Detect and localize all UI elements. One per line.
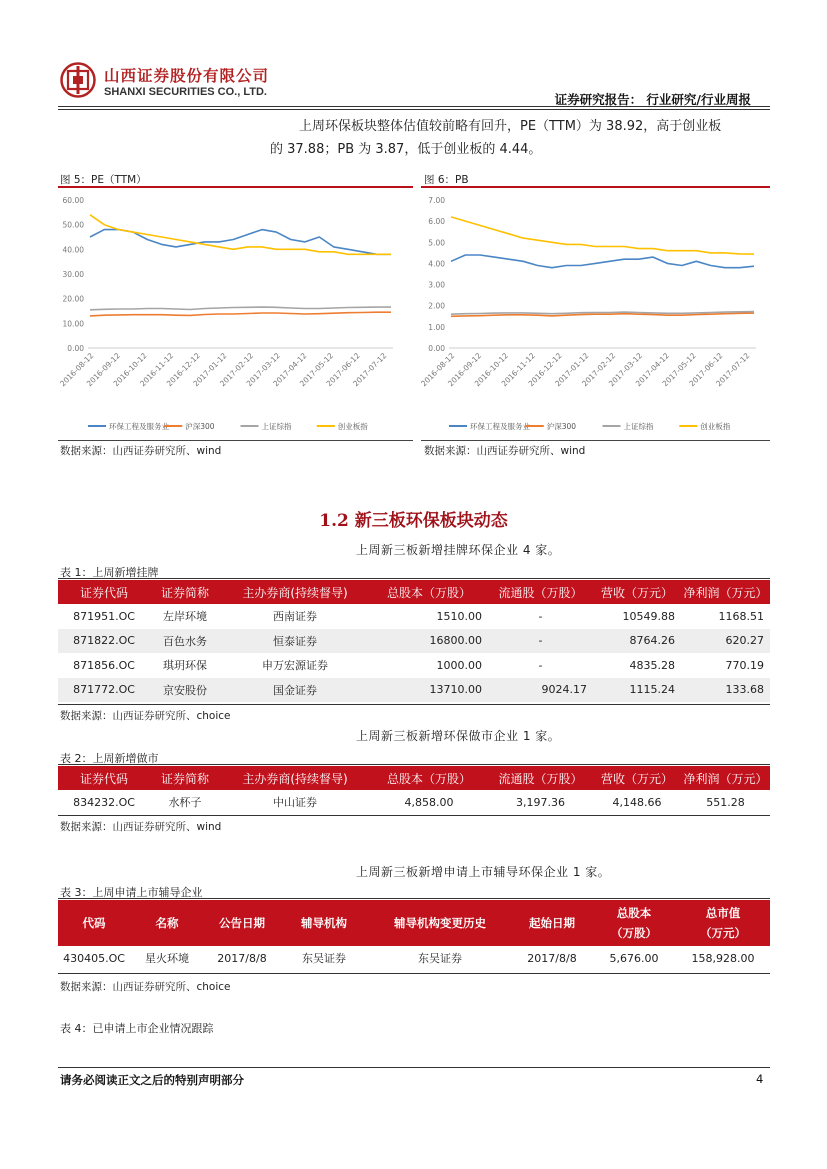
table-3-source: 数据来源：山西证券研究所、choice: [60, 981, 231, 993]
y-tick-label: 6.00: [428, 217, 445, 227]
cell-name: 京安股份: [150, 678, 220, 703]
cell-broker: 国金证券: [220, 678, 370, 703]
y-tick-label: 4.00: [428, 259, 445, 269]
col-header-tutor-history: 辅导机构变更历史: [368, 900, 512, 946]
x-tick-label: 2017-04-12: [633, 351, 671, 389]
table-3-caption: 表 3：上周申请上市辅导企业: [60, 886, 203, 899]
cell-net-profit: 1168.51: [718, 609, 764, 623]
cell-float-shares: -: [538, 658, 543, 672]
legend-label: 上证综指: [623, 422, 654, 431]
cell-name: 琪玥环保: [163, 659, 207, 673]
series-line: [451, 217, 754, 254]
y-tick-label: 3.00: [428, 280, 445, 290]
section-title: 1.2 新三板环保板块动态: [319, 511, 508, 531]
cell-net-profit: 770.19: [725, 658, 764, 672]
col-header-tutor: 辅导机构: [280, 900, 368, 946]
cell-net-profit: 620.27: [681, 629, 770, 654]
x-tick-label: 2016-10-12: [111, 351, 149, 389]
cell-tutor-history: 东吴证券: [418, 952, 462, 966]
col-header-total-shares: 总股本（万股）: [370, 580, 488, 604]
x-tick-label: 2016-10-12: [472, 351, 511, 389]
figure-5-source: 数据来源：山西证券研究所、wind: [60, 445, 222, 457]
paragraph-new-market-making: 上周新三板新增环保做市企业 1 家。: [356, 729, 561, 743]
company-logo: [60, 62, 96, 98]
table-3-bottomline: [58, 973, 770, 974]
table-ipo-tutoring: [58, 900, 770, 971]
col-header-announce-date: 公告日期: [204, 900, 280, 946]
table-new-market-making: [58, 766, 770, 815]
table-row: [58, 629, 770, 654]
series-line: [451, 255, 754, 268]
page-number: 4: [756, 1072, 764, 1086]
y-tick-label: 0.00: [67, 344, 84, 353]
series-line: [90, 230, 391, 255]
y-tick-label: 10.00: [62, 319, 84, 329]
table-row: [58, 946, 770, 971]
table-4-caption: 表 4：已申请上市企业情况跟踪: [60, 1022, 214, 1035]
header-rule: [58, 106, 770, 107]
cell-announce-date: 2017/8/8: [217, 951, 267, 965]
cell-name: 水杯子: [168, 796, 202, 810]
cell-broker: 西南证券: [273, 610, 317, 624]
paragraph-new-ipo-tutoring: 上周新三板新增申请上市辅导环保企业 1 家。: [356, 865, 611, 879]
cell-total-shares: 5,676.00: [609, 951, 659, 965]
col-header-name: 证券简称: [150, 766, 220, 790]
col-header-total-shares: 总股本（万股）: [370, 766, 488, 790]
paragraph-new-listings: 上周新三板新增挂牌环保企业 4 家。: [356, 543, 561, 557]
cell-total-shares: 1510.00: [436, 609, 482, 623]
col-header-net-profit: 净利润（万元）: [681, 580, 770, 604]
col-header-code: 证券代码: [58, 580, 150, 604]
cell-total-shares: 1000.00: [436, 658, 482, 672]
cell-name: 左岸环境: [163, 610, 207, 624]
table-1-caption: 表 1：上周新增挂牌: [60, 566, 159, 579]
legend-label: 创业板指: [700, 422, 731, 431]
x-tick-label: 2016-11-12: [499, 351, 537, 389]
col-header-net-profit: 净利润（万元）: [681, 766, 770, 790]
col-header-name: 证券简称: [150, 580, 220, 604]
legend-label: 上证综指: [261, 422, 292, 431]
pb-chart: [421, 190, 770, 440]
x-tick-label: 2017-07-12: [351, 351, 389, 389]
x-tick-label: 2016-12-12: [164, 351, 202, 389]
col-header-float-shares: 流通股（万股）: [488, 580, 593, 604]
x-tick-label: 2017-01-12: [553, 351, 591, 389]
table-row: [58, 604, 770, 629]
footer-rule: [58, 1067, 770, 1068]
cell-revenue: 4835.28: [629, 658, 675, 672]
table-2-bottomline: [58, 815, 770, 816]
cell-float-shares: -: [538, 609, 543, 623]
table-1-source: 数据来源：山西证券研究所、choice: [60, 710, 231, 722]
col-header-broker: 主办券商(持续督导): [220, 766, 370, 790]
cell-total-shares: 16800.00: [370, 629, 488, 654]
col-header-revenue: 营收（万元）: [593, 766, 681, 790]
x-tick-label: 2016-08-12: [58, 351, 96, 389]
cell-name: 百色水务: [150, 629, 220, 654]
table-row: [58, 678, 770, 703]
footer-disclaimer: 请务必阅读正文之后的特别声明部分: [60, 1073, 244, 1087]
x-tick-label: 2017-02-12: [580, 351, 618, 389]
table-row: [58, 653, 770, 678]
col-header-total-shares: 总股本 （万股）: [592, 900, 676, 946]
cell-code: 871772.OC: [58, 678, 150, 703]
cell-revenue: 4,148.66: [612, 795, 662, 809]
intro-line-2: 的 37.88；PB 为 3.87，低于创业板的 4.44。: [270, 142, 542, 157]
legend-label: 环保工程及服务业: [470, 422, 530, 431]
cell-total-shares: 4,858.00: [404, 795, 454, 809]
series-line: [90, 312, 391, 316]
x-tick-label: 2017-06-12: [687, 351, 725, 389]
col-header-name: 名称: [130, 900, 204, 946]
intro-line-1: 上周环保板块整体估值较前略有回升，PE（TTM）为 38.92，高于创业板: [299, 119, 722, 134]
y-tick-label: 40.00: [62, 245, 84, 255]
cell-total-shares: 13710.00: [370, 678, 488, 703]
cell-code: 871951.OC: [73, 609, 135, 623]
cell-broker: 申万宏源证券: [262, 659, 328, 673]
report-type: 证券研究报告： 行业研究/行业周报: [554, 92, 751, 107]
x-tick-label: 2016-12-12: [526, 351, 564, 389]
x-tick-label: 2017-04-12: [271, 351, 309, 389]
table-1-bottomline: [58, 704, 770, 705]
cell-broker: 恒泰证券: [220, 629, 370, 654]
x-tick-label: 2017-03-12: [606, 351, 645, 389]
cell-start-date: 2017/8/8: [527, 951, 577, 965]
cell-float-shares: -: [488, 629, 593, 654]
table-1-topline: [58, 578, 770, 579]
figure-6-caption: 图 6：PB: [424, 174, 469, 186]
cell-name: 星火环境: [145, 952, 189, 966]
table-3-topline: [58, 898, 770, 899]
table-row: [58, 790, 770, 815]
col-header-revenue: 营收（万元）: [593, 580, 681, 604]
company-name-en: SHANXI SECURITIES CO., LTD.: [104, 86, 267, 98]
cell-float-shares: 3,197.36: [516, 795, 565, 809]
legend-label: 沪深300: [185, 422, 215, 431]
cell-code: 871822.OC: [58, 629, 150, 654]
y-tick-label: 20.00: [62, 294, 84, 304]
figure-5-topline: [58, 186, 413, 188]
cell-net-profit: 551.28: [706, 795, 745, 809]
pe-chart: [58, 190, 413, 440]
cell-code: 871856.OC: [73, 658, 135, 672]
y-tick-label: 0.00: [428, 344, 445, 353]
col-header-float-shares: 流通股（万股）: [488, 766, 593, 790]
x-tick-label: 2016-08-12: [419, 351, 457, 389]
y-tick-label: 60.00: [62, 196, 84, 205]
y-tick-label: 1.00: [428, 322, 445, 332]
figure-5-bottomline: [58, 440, 413, 441]
x-tick-label: 2016-11-12: [138, 351, 176, 389]
x-tick-label: 2017-03-12: [244, 351, 282, 389]
cell-market-cap: 158,928.00: [691, 951, 755, 965]
cell-revenue: 8764.26: [593, 629, 681, 654]
series-line: [90, 307, 391, 310]
col-header-start-date: 起始日期: [512, 900, 592, 946]
cell-code: 834232.OC: [73, 795, 135, 809]
legend-label: 环保工程及服务业: [109, 422, 169, 431]
x-tick-label: 2017-02-12: [218, 351, 256, 389]
y-tick-label: 2.00: [428, 301, 445, 311]
figure-6-bottomline: [421, 440, 770, 441]
col-header-market-cap: 总市值 （万元）: [676, 900, 770, 946]
y-tick-label: 30.00: [62, 270, 84, 279]
cell-float-shares: 9024.17: [488, 678, 593, 703]
x-tick-label: 2017-05-12: [297, 351, 336, 389]
figure-6-topline: [421, 186, 770, 188]
cell-net-profit: 133.68: [681, 678, 770, 703]
header-rule-2: [58, 109, 770, 110]
company-name-cn: 山西证券股份有限公司: [104, 67, 270, 85]
table-2-source: 数据来源：山西证券研究所、wind: [60, 821, 222, 833]
x-tick-label: 2017-06-12: [324, 351, 362, 389]
y-tick-label: 7.00: [428, 196, 445, 205]
x-tick-label: 2017-01-12: [191, 351, 229, 389]
y-tick-label: 50.00: [62, 220, 84, 230]
figure-6-source: 数据来源：山西证券研究所、wind: [424, 445, 586, 457]
figure-5-caption: 图 5：PE（TTM）: [60, 174, 147, 186]
table-2-caption: 表 2：上周新增做市: [60, 752, 159, 765]
col-header-code: 证券代码: [58, 766, 150, 790]
legend-label: 创业板指: [337, 422, 368, 431]
x-tick-label: 2017-07-12: [714, 351, 752, 389]
cell-code: 430405.OC: [63, 951, 125, 965]
col-header-code: 代码: [58, 900, 130, 946]
cell-tutor: 东吴证券: [302, 952, 346, 966]
cell-revenue: 1115.24: [593, 678, 681, 703]
table-2-topline: [58, 764, 770, 765]
cell-broker: 中山证券: [273, 796, 317, 810]
x-tick-label: 2016-09-12: [446, 351, 484, 389]
legend-label: 沪深300: [546, 422, 577, 431]
cell-revenue: 10549.88: [622, 609, 675, 623]
x-tick-label: 2017-05-12: [660, 351, 698, 389]
x-tick-label: 2016-09-12: [84, 351, 123, 389]
table-new-listings: [58, 580, 770, 702]
col-header-broker: 主办券商(持续督导): [220, 580, 370, 604]
y-tick-label: 5.00: [428, 238, 445, 248]
